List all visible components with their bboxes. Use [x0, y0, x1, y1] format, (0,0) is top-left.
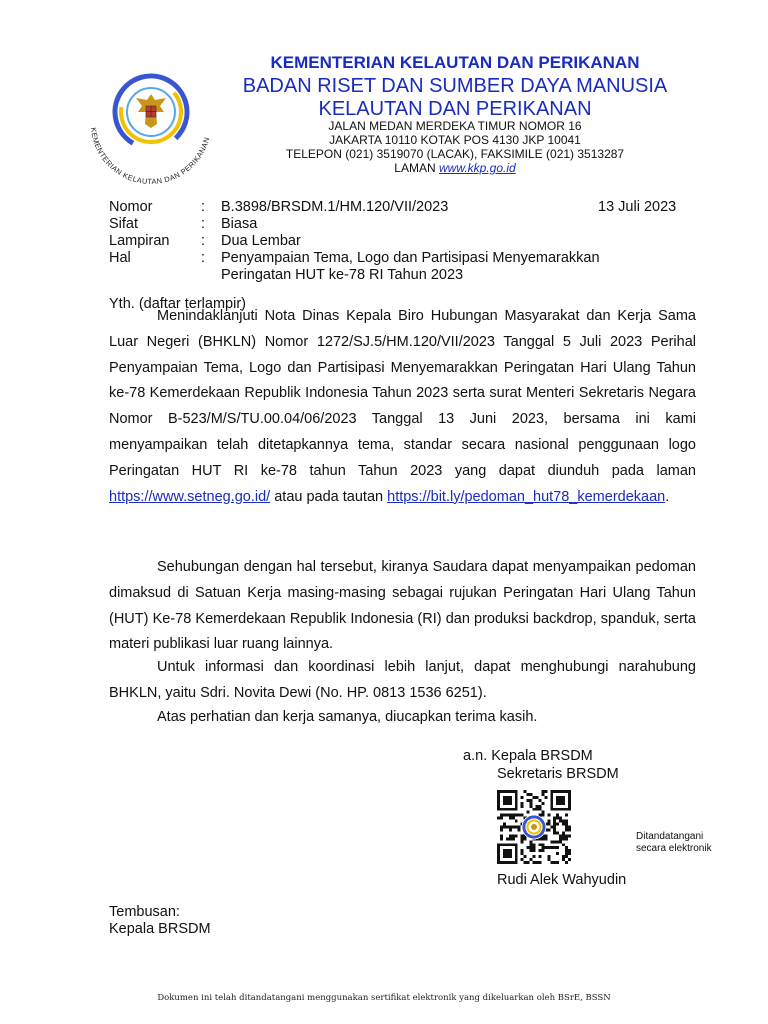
carbon-copy [109, 904, 211, 938]
hal-label: Hal [109, 250, 131, 266]
paragraph-1-end: . [665, 488, 670, 505]
sifat-label: Sifat [109, 216, 139, 232]
paragraph-2: Sehubungan dengan hal tersebut, kiranya Saudara dapat menyampaikan pedoman dimaksud di Satuan Kerja masing-masing sebagai rujukan Peringatan Hari Ulang Tahun (HUT) Ke-78 Kemerdekaan Republik Indonesia (RI) dan produksi backdrop, spanduk, serta materi publikasi luar ruang lainnya. [109, 559, 696, 653]
esign-line-1: Ditandatangani [636, 831, 704, 842]
org-name-ministry: KEMENTERIAN KELAUTAN DAN PERIKANAN [270, 53, 640, 72]
signature-on-behalf: a.n. Kepala BRSDM [463, 748, 593, 764]
colon: : [201, 216, 206, 232]
org-name-agency-line2: KELAUTAN DAN PERIKANAN [318, 98, 592, 120]
paragraph-1 [109, 304, 696, 510]
meta-hal [109, 250, 600, 284]
colon: : [201, 250, 206, 266]
nomor-label: Nomor [109, 199, 153, 215]
cc-label: Tembusan: [109, 904, 180, 920]
esign-footer: Dokumen ini telah ditandatangani menggunakan sertifikat elektronik yang dikeluarkan oleh BSrE, BSSN [157, 993, 611, 1003]
hal-value-line1: Penyampaian Tema, Logo dan Partisipasi Menyemarakkan [221, 250, 600, 266]
ministry-logo [80, 68, 222, 190]
paragraph-1-mid: atau pada tautan [274, 488, 384, 505]
sifat-value: Biasa [221, 216, 258, 232]
paragraph-1-text: Menindaklanjuti Nota Dinas Kepala Biro Hubungan Masyarakat dan Kerja Sama Luar Negeri (BHKLN) Nomor 1272/SJ.5/HM.120/VII/2023 Tanggal 5 Juli 2023 Perihal Penyampaian Tema, Logo dan Partisipasi Menyemarakkan Peringatan Hari Ulang Tahun ke-78 Kemerdekaan Republik Indonesia Tahun 2023 serta surat Menteri Sekretaris Negara Nomor B-523/M/S/TU.00.04/06/2023 Tanggal 13 Juni 2023, bersama ini kami menyampaikan telah ditetapkannya tema, standar secara nasional penggunaan logo Peringatan HUT RI ke-78 tahun Tahun 2023 yang dapat diunduh pada laman [109, 308, 696, 479]
org-name-agency: BADAN RISET DAN SUMBER DAYA MANUSIA [242, 75, 668, 97]
letter-meta [109, 199, 600, 284]
meta-sifat [109, 216, 600, 233]
esign-note [636, 831, 712, 855]
paragraph-4: Atas perhatian dan kerja samanya, diucapkan terima kasih. [157, 709, 538, 725]
logo-ring-text: KEMENTERIAN KELAUTAN DAN PERIKANAN [89, 126, 212, 187]
qr-code [497, 790, 571, 864]
lampiran-value: Dua Lembar [221, 233, 301, 249]
hal-value-line2: Peringatan HUT ke-78 RI Tahun 2023 [221, 267, 464, 283]
hal-value [221, 250, 600, 284]
meta-lampiran [109, 233, 600, 250]
colon: : [201, 233, 206, 249]
pedoman-link[interactable]: https://bit.ly/pedoman_hut78_kemerdekaan [387, 488, 666, 505]
address-line-1: JALAN MEDAN MERDEKA TIMUR NOMOR 16 [328, 119, 582, 133]
letter-date: 13 Juli 2023 [598, 199, 677, 215]
signature-position: Sekretaris BRSDM [497, 766, 619, 782]
address-line-3: TELEPON (021) 3519070 (LACAK), FAKSIMILE (021) 3513287 [285, 147, 625, 161]
paragraph-3: Untuk informasi dan koordinasi lebih lanjut, dapat menghubungi narahubung BHKLN, yaitu Sdri. Novita Dewi (No. HP. 0813 1536 6251). [109, 659, 696, 701]
website-line [225, 161, 685, 175]
cc-item: Kepala BRSDM [109, 921, 211, 937]
address-line-2: JAKARTA 10110 KOTAK POS 4130 JKP 10041 [329, 133, 581, 147]
website-link[interactable]: www.kkp.go.id [438, 161, 516, 175]
colon: : [201, 199, 206, 215]
esign-line-2: secara elektronik [636, 843, 712, 854]
setneg-link[interactable]: https://www.setneg.go.id/ [109, 488, 271, 505]
signer-name: Rudi Alek Wahyudin [497, 872, 627, 888]
salutation: Yth. (daftar terlampir) [109, 296, 246, 312]
meta-nomor [109, 199, 600, 216]
website-label: LAMAN [394, 161, 436, 175]
lampiran-label: Lampiran [109, 233, 170, 249]
nomor-value: B.3898/BRSDM.1/HM.120/VII/2023 [221, 199, 449, 215]
